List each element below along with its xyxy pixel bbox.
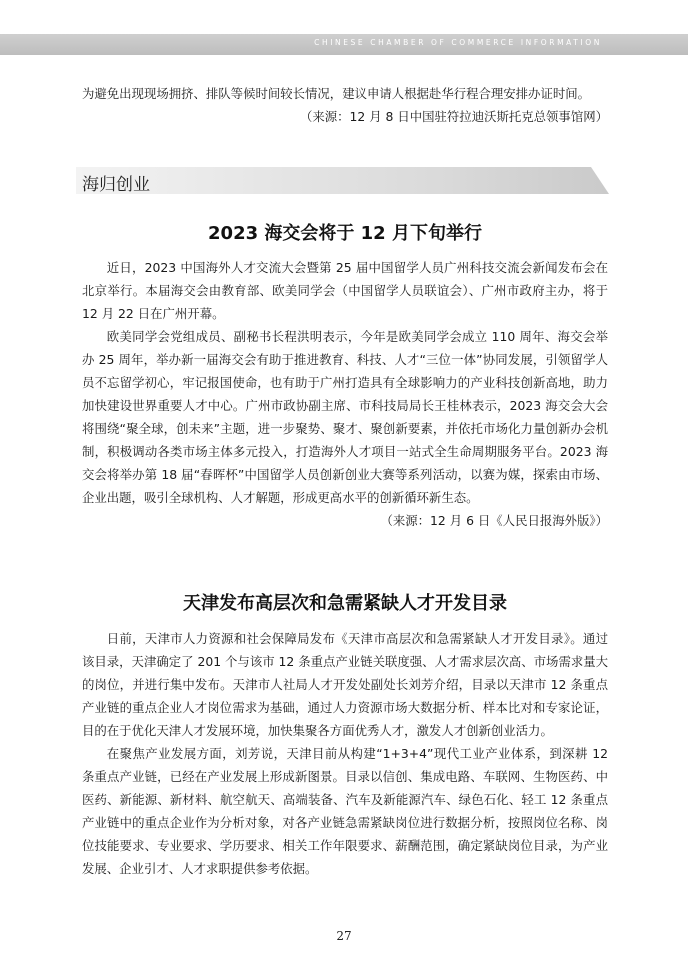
running-header-title: CHINESE CHAMBER OF COMMERCE INFORMATION — [314, 38, 602, 47]
top-source-citation: （来源：12 月 8 日中国驻符拉迪沃斯托克总领事馆网） — [299, 109, 608, 124]
article-source-citation: （来源：12 月 6 日《人民日报海外版》） — [380, 513, 608, 528]
article-paragraph — [82, 325, 608, 528]
article-body-haijiaohui — [82, 256, 608, 532]
top-continuation-block — [82, 82, 608, 128]
article-paragraph: 近日，2023 中国海外人才交流大会暨第 25 届中国留学人员广州科技交流会新闻发布会在北京举行。本届海交会由教育部、欧美同学会（中国留学人员联谊会）、广州市政府主办，将于 12 月 22 日在广州开幕。 — [82, 260, 608, 321]
article-title-haijiaohui: 2023 海交会将于 12 月下旬举行 — [208, 223, 482, 244]
section-title: 海归创业 — [82, 175, 150, 195]
section-header-background — [76, 167, 609, 194]
running-header-bar — [0, 34, 688, 55]
article-title-tianjin: 天津发布高层次和急需紧缺人才开发目录 — [183, 593, 507, 614]
continuation-paragraph: 为避免出现现场拥挤、排队等候时间较长情况，建议申请人根据赴华行程合理安排办证时间。 — [82, 86, 591, 101]
article-paragraph: 在聚焦产业发展方面，刘芳说，天津目前从构建“1+3+4”现代工业产业体系，到深耕 12 条重点产业链，已经在产业发展上形成新图景。目录以信创、集成电路、车联网、生物医药、中医药、新能源、新材料、航空航天、高端装备、汽车及新能源汽车、绿色石化、轻工 12 条重点产业链中的重点企业作为分析对象，对各产业链急需紧缺岗位进行数据分析，按照岗位名称、岗位技能要求、专业要求、学历要求、相关工作年限要求、薪酬范围，确定紧缺岗位目录，为产业发展、企业引才、人才求职提供参考依据。 — [82, 746, 608, 876]
page-number: 27 — [336, 929, 352, 943]
article-paragraph: 日前，天津市人力资源和社会保障局发布《天津市高层次和急需紧缺人才开发目录》。通过该目录，天津确定了 201 个与该市 12 条重点产业链关联度强、人才需求层次高、市场需求量大的岗位，并进行集中发布。天津市人社局人才开发处副处长刘芳介绍，目录以天津市 12 条重点产业链的重点企业人才岗位需求为基础，通过人力资源市场大数据分析、样本比对和专家论证，目的在于优化天津人才发展环境，加快集聚各方面优秀人才，激发人才创新创业活力。 — [82, 631, 609, 738]
section-header — [76, 167, 609, 194]
article-paragraph-text: 欧美同学会党组成员、副秘书长程洪明表示，今年是欧美同学会成立 110 周年、海交会举办 25 周年，举办新一届海交会有助于推进教育、科技、人才“三位一体”协同发展，引领留学人员不忘留学初心，牢记报国使命，也有助于广州打造具有全球影响力的产业科技创新高地，助力加快建设世界重要人才中心。广州市政协副主席、市科技局局长王桂林表示，2023 海交会大会将围绕“聚全球，创未来”主题，进一步聚势、聚才、聚创新要素，并依托市场化力量创新办会机制，积极调动各类市场主体多元投入，打造海外人才项目一站式全生命周期服务平台。2023 海交会将举办第 18 届“春晖杯”中国留学人员创新创业大赛等系列活动，以赛为媒，探索由市场、企业出题，吸引全球机构、人才解题，形成更高水平的创新循环新生态。 — [82, 329, 608, 505]
article-body-tianjin — [82, 627, 608, 880]
